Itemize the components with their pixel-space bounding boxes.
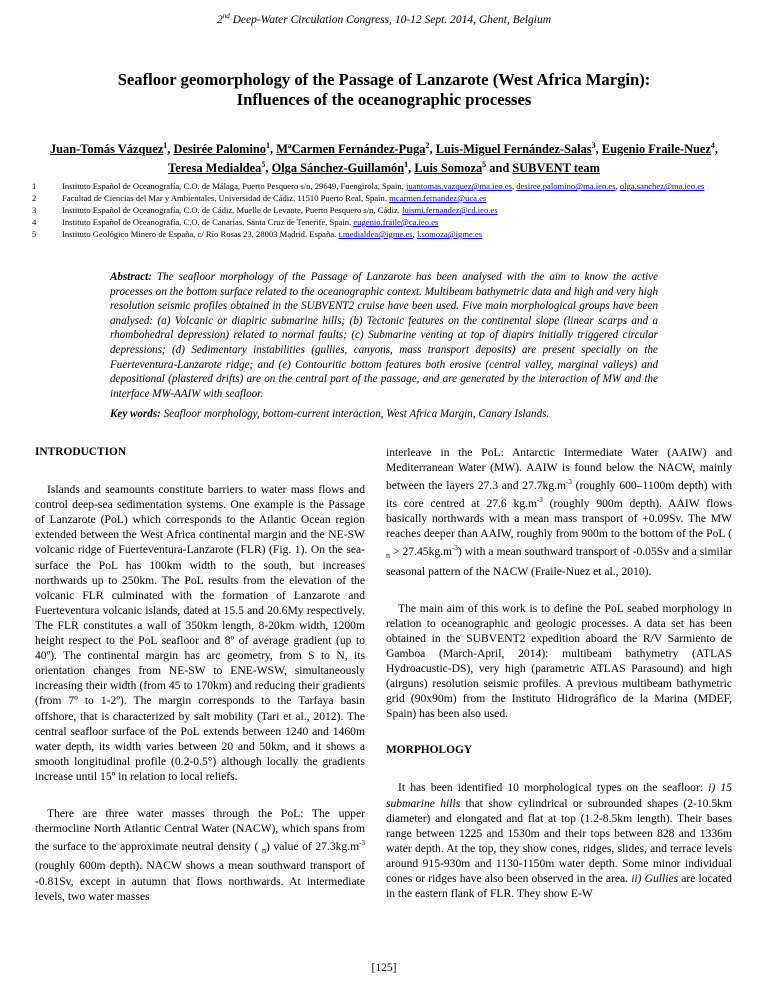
abstract-text: The seafloor morphology of the Passage of Lanzarote has been analysed with the aim to know the active processes on the bottom surface related to the oceanographic context. Multibeam bathymetric data and high and very high resolution seismic profiles obtained in the SUBVENT2 cruise have been used. Five main morphological groups have been analysed: (a) Volcanic or diapiric submarine hills; (b) Tectonic features on the continental slope (linear scarps and a rhombohedral depression) related to normal faults; (c) Submarine venting at top of diapirs initially triggered circular depressions; (d) Sedimentary instabilities (gullies, canyons, mass transport deposits) are present specially on the Fuerteventura-Lanzarote ridge; and (e) Contouritic bottom features both erosive (central valley, marginal valleys) and depositional (plastered drifts) are on the central part of the passage, and are generated by the interaction of MW and the interface MW-AAIW with seafloor.	[110, 271, 658, 400]
left-column	[35, 445, 365, 904]
intro-paragraph-1: Islands and seamounts constitute barriers to water mass flows and control deep-sea sedimentation systems. One example is the Passage of Lanzarote (PoL) which corresponds to the Atlantic Ocean region extended between the West Africa continental margin and the NE-SW volcanic ridge of Fuerteventura-Lanzarote (FLR) (Fig. 1). On the sea-surface the PoL has 100km width to the south, but increases northwards up to 250km. The PoL results from the elevation of the volcanic FLR culminated with the formation of Lanzarote and Fuerteventura volcanic islands, dated at 15.5 and 20.6My respectively. The FLR constitutes a wall of 350km length, 8-20km width, 1200m height respect to the PoL seafloor and 8º of average gradient (up to 40º). The continental margin has arc geometry, from S to N, its orientation changes from NE-SW to ENE-WSW, simultaneously increasing their width (from 45 to 170km) and reducing their gradients (from 7º to 1-2º). The margin corresponds to the Tarfaya basin offshore, that is characterized by salt mobility (Tari et al., 2012). The central seafloor surface of the PoL extends between 1240 and 1460m water depth, its width varies between 20 and 50km, and it shows a smooth longitudinal profile (0.2-0.5°) although locally the gradients increase until 15º in relation to local reliefs.	[35, 483, 365, 783]
keywords-label: Key words:	[110, 408, 161, 420]
intro-paragraph-4: The main aim of this work is to define the PoL seabed morphology in relation to oceanographic and geologic processes. A data set has been obtained in the SUBVENT2 expedition aboard the R/V Sarmiento de Gamboa (March-April, 2014): multibeam bathymetry (ATLAS Hydroacustic-DS), very high (parametric ATLAS Parasound) and high (airguns) resolution seismic profiles. A previous multibeam bathymetric grid (90x90m) from the Instituto Hidrográfico de la Marina (MDEF, Spain) has been also used.	[386, 601, 732, 721]
affiliations	[32, 180, 732, 240]
keywords	[110, 407, 658, 421]
author-name: MªCarmen Fernández-Puga	[276, 142, 426, 157]
intro-paragraph-3: interleave in the PoL: Antarctic Intermediate Water (AAIW) and Mediterranean Water (MW). AAIW is found below the NACW, mainly between the layers 27.3 and $27.7kg.m^{-3}$ (roughly 600–1100m depth) with its core centred at 27.6 $kg.m^{-3}$ (roughly 900m depth). AAIW flows basically northwards with a mean mass transport of +0.09Sv. The MW reaches deeper than AAIW, roughly from 900m to the bottom of the PoL ( $_n > 27.45kg.m^{-3}$) with a mean southward transport of -0.05Sv and a similar seasonal pattern of the NACW (Fraile-Nuez et al., 2010).	[386, 446, 733, 578]
affiliation-row: 4 Instituto Español de Oceanografía, C.O. de Canarias, Santa Cruz de Tenerife, Spain. eugenio.fraile@ca.ieo.es	[32, 217, 439, 227]
author-name: Olga Sánchez-Guillamón	[271, 161, 405, 176]
author-affiliation-mark: 1	[404, 160, 409, 170]
affiliation-row: 3 Instituto Español de Oceanografía, C.O. de Cádiz, Muelle de Levante, Puerto Pesquero s/n, Cádiz. luismi.fernandez@cd.ieo.es	[32, 205, 498, 215]
introduction-heading: INTRODUCTION	[35, 446, 127, 458]
email-link[interactable]: desiree.palomino@ma.ieo.es	[516, 181, 616, 191]
email-link[interactable]: juantomas.vazquez@ma.ieo.es	[405, 181, 512, 191]
abstract	[110, 270, 658, 401]
email-link[interactable]: mcarmen.fernandez@uca.es	[389, 193, 487, 203]
author-name: Desirée Palomino	[173, 142, 266, 157]
title-line-2: Influences of the oceanographic processes	[236, 90, 532, 109]
title-line-1: Seafloor geomorphology of the Passage of Lanzarote (West Africa Margin):	[117, 70, 651, 89]
keywords-text: Seafloor morphology, bottom-current interaction, West Africa Margin, Canary Islands.	[160, 408, 550, 420]
email-link[interactable]: eugenio.fraile@ca.ieo.es	[353, 217, 439, 227]
email-link[interactable]: t.medialdea@igme.es	[338, 229, 413, 239]
email-link[interactable]: olga.sanchez@ma.ieo.es	[619, 181, 705, 191]
affiliation-row: 2 Facultad de Ciencias del Mar y Ambientales, Universidad de Cádiz. 11510 Puerto Real, Spain. mcarmen.fernandez@uca.es	[32, 193, 487, 203]
page-number: [125]	[371, 962, 397, 974]
author-affiliation-mark: 1	[266, 141, 270, 150]
morphology-heading: MORPHOLOGY	[386, 744, 473, 757]
affiliation-row: 1 Instituto Español de Oceanografía, C.O. de Málaga, Puerto Pesquero s/n, 29649, Fuengirola, Spain. juantomas.vazquez@ma.ieo.es, desiree.palomino@ma.ieo.es, olga.sanchez@ma.ieo.es	[32, 181, 705, 191]
paper-title	[60, 70, 708, 110]
running-header: 2nd Deep-Water Circulation Congress, 10-12 Sept. 2014, Ghent, Belgium	[216, 12, 552, 26]
author-name: Eugenio Fraile-Nuez	[601, 142, 711, 157]
email-link[interactable]: l.somoza@igme.es	[416, 229, 483, 239]
morphology-paragraph-1: It has been identified 10 morphological types on the seafloor: i) 15 submarine hills that show cylindrical or subrounded shapes (2-10.5km diameter) and elongated and flat at top (1.2-8.5km length). Their bases range between 1225 and 1530m and their tops between 828 and 1336m water depth. At the top, they show cones, ridges, slides, and terrace levels around 915-930m and 1130-1150m water depth. Some minor individual cones or ridges have also been observed in the area. ii) Gullies are located in the eastern flank of FLR. They show E-W	[386, 781, 732, 901]
author-name: Luis-Miguel Fernández-Salas	[435, 142, 592, 157]
author-name: SUBVENT team	[512, 161, 600, 176]
author-name: Luis Somoza	[414, 161, 483, 176]
author-affiliation-mark: 1	[163, 141, 168, 150]
email-link[interactable]: luismi.fernandez@cd.ieo.es	[402, 205, 498, 215]
author-affiliation-mark: 5	[482, 160, 487, 170]
author-affiliation-mark: 5	[261, 160, 266, 170]
right-column	[386, 445, 732, 901]
intro-paragraph-2: There are three water masses through the PoL: The upper thermocline North Atlantic Central Water (NACW), which spans from the surface to the approximate neutral density ( $_n$) value of $27.3kg.m^{-3}$ (roughly 600m depth). NACW shows a mean southward transport of -0.81Sv, except in autumn that flows northwards. At intermediate levels, two water masses	[35, 806, 365, 903]
author-affiliation-mark: 2	[425, 141, 430, 150]
author-name: Juan-Tomás Vázquez	[49, 142, 164, 157]
author-affiliation-mark: 3	[591, 141, 596, 150]
author-name: Teresa Medialdea	[168, 161, 262, 176]
author-affiliation-mark: 4	[710, 141, 715, 150]
affiliation-row: 5 Instituto Geológico Minero de España, c/ Río Rosas 23, 28003 Madrid. España. t.medialdea@igme.es, l.somoza@igme.es	[32, 229, 483, 239]
author-list: Juan-Tomás Vázquez$^1$, Desirée Palomino$^1$, MªCarmen Fernández-Puga$^2$, Luis-Miguel Fernández-Salas$^3$, Eugenio Fraile-Nuez$^4$, Teresa Medialdea$^5$, Olga Sánchez-Guillamón$^1$, Luis Somoza$^5$ and SUBVENT team	[49, 141, 719, 176]
abstract-label: Abstract:	[110, 271, 152, 283]
